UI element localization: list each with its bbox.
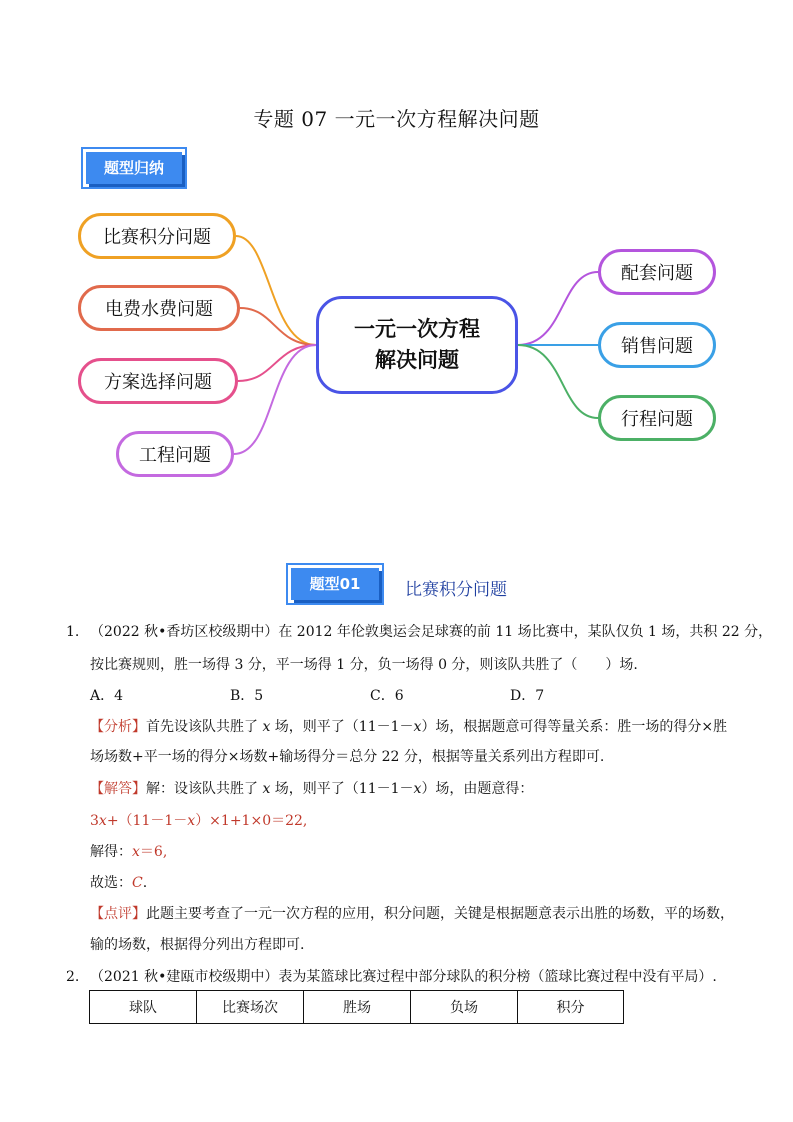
question-1-line-1: （2022 秋•香坊区校级期中）在 2012 年伦敦奥运会足球赛的前 11 场比赛中，某队仅负 1 场，共积 22 分， [90, 624, 773, 640]
section-title: 比赛积分问题 [405, 580, 507, 600]
comment-line-2: 输的场数，根据得分列出方程即可. [90, 937, 305, 953]
connector-left-2 [240, 308, 316, 345]
page-title: 专题 07 一元一次方程解决问题 [253, 107, 540, 131]
mindmap-center-node [316, 296, 518, 394]
connector-right-3 [518, 345, 598, 418]
connector-left-1 [236, 236, 316, 345]
answer-text-b: 场，则平了（11－1－ [270, 781, 414, 797]
equation-b: +（11－1－ [106, 813, 188, 829]
table-header-cell: 比赛场次 [197, 991, 304, 1024]
center-line-1: 一元一次方程 [354, 316, 480, 341]
comment-text-1: 此题主要考查了一元一次方程的应用，积分问题，关键是根据题意表示出胜的场数，平的场数， [146, 906, 734, 922]
solve-var-x: x [132, 844, 140, 860]
question-1-number: 1. [66, 624, 80, 640]
option-b: B．5 [230, 688, 264, 704]
mindmap-node-travel: 行程问题 [598, 395, 716, 441]
connector-left-3 [238, 345, 316, 381]
answer-var-x: x [262, 781, 271, 797]
solve-prefix: 解得： [90, 844, 132, 860]
mindmap-node-engineering: 工程问题 [116, 431, 234, 477]
analysis-text-b: 场，则平了（11－1－ [270, 719, 414, 735]
answer-text-c: ）场，由题意得： [421, 781, 534, 797]
table-header-cell: 胜场 [304, 991, 411, 1024]
solve-line [90, 842, 167, 862]
equation-c: ）×1+1×0＝22, [195, 813, 308, 829]
comment-line-1 [90, 904, 734, 924]
table-header-cell: 负场 [411, 991, 518, 1024]
center-line-2: 解决问题 [375, 348, 459, 372]
analysis-text-a: 首先设该队共胜了 [146, 719, 263, 735]
answer-var-x2: x [413, 781, 422, 797]
question-2-line-1: （2021 秋•建瓯市校级期中）表为某篮球比赛过程中部分球队的积分榜（篮球比赛过程中没有平局）. [90, 969, 717, 985]
choice-value: C [132, 875, 143, 891]
answer-line [90, 779, 533, 799]
connector-left-4 [234, 345, 316, 454]
option-d: D．7 [510, 688, 545, 704]
analysis-var-x2: x [413, 719, 422, 735]
table-header-cell: 积分 [518, 991, 624, 1024]
comment-tag: 【点评】 [90, 906, 146, 922]
analysis-text-c: ）场，根据题意可得等量关系：胜一场的得分×胜 [421, 719, 728, 735]
mindmap-node-competition-score: 比赛积分问题 [78, 213, 236, 259]
question-2-number: 2. [66, 969, 80, 985]
option-a: A．4 [90, 688, 124, 704]
equation-line [90, 811, 307, 831]
equation-a: 3 [90, 813, 99, 829]
table-header-cell: 球队 [90, 991, 197, 1024]
mindmap-node-matching: 配套问题 [598, 249, 716, 295]
equation-var-x2: x [187, 813, 196, 829]
mindmap-node-utility-fee: 电费水费问题 [78, 285, 240, 331]
answer-text-a: 解：设该队共胜了 [146, 781, 263, 797]
analysis-line-1 [90, 717, 727, 737]
question-1-line-2: 按比赛规则，胜一场得 3 分，平一场得 1 分，负一场得 0 分，则该队共胜了（ ）场. [90, 657, 638, 673]
choice-prefix: 故选： [90, 875, 132, 891]
analysis-line-2: 场场数+平一场的得分×场数+输场得分＝总分 22 分，根据等量关系列出方程即可. [90, 749, 605, 765]
option-c: C．6 [370, 688, 404, 704]
choice-suffix: . [142, 875, 148, 891]
equation-var-x: x [98, 813, 107, 829]
table-header-row [90, 991, 624, 1024]
connector-right-1 [518, 272, 598, 345]
answer-tag: 【解答】 [90, 781, 146, 797]
analysis-var-x: x [262, 719, 271, 735]
standings-table [89, 990, 624, 1024]
mindmap-node-sales: 销售问题 [598, 322, 716, 368]
solve-value: ＝6, [139, 844, 168, 860]
summary-badge: 题型归纳 [86, 152, 182, 184]
choice-line [90, 873, 147, 893]
question-1-options [90, 686, 650, 706]
analysis-tag: 【分析】 [90, 719, 146, 735]
mindmap-node-plan-selection: 方案选择问题 [78, 358, 238, 404]
section-badge: 题型01 [291, 568, 379, 600]
